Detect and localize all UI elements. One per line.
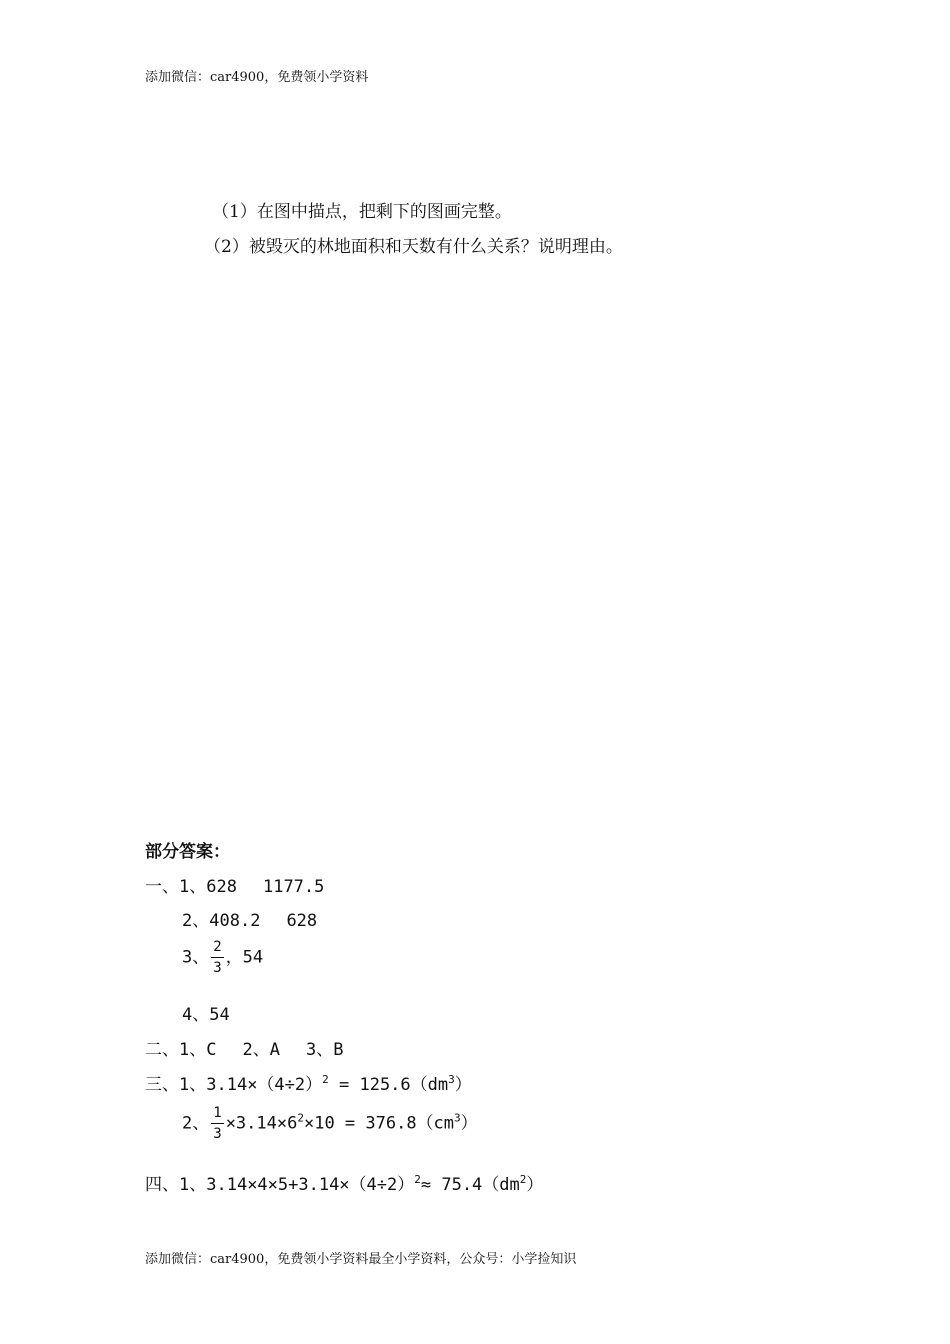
item-prefix: 2、	[182, 1113, 210, 1134]
result: = 125.6（dm	[328, 1075, 449, 1095]
item-prefix: 4、	[182, 1005, 210, 1025]
section-3-label: 三、	[145, 1075, 179, 1095]
answer-value: 54	[209, 1005, 230, 1025]
answer-section-1-item-2	[182, 906, 317, 931]
page-footer: 添加微信：car4900，免费领小学资料最全小学资料，公众号：小学捡知识	[145, 1252, 577, 1267]
answer-value: ，54	[225, 947, 264, 968]
answer-value: 1、C	[179, 1040, 217, 1060]
result: ≈ 75.4（dm	[420, 1175, 520, 1195]
question-1: （1）在图中描点，把剩下的图画完整。	[212, 202, 512, 222]
answer-value: 628	[206, 877, 237, 897]
answer-value: 408.2	[209, 911, 261, 931]
answer-value: 2、A	[242, 1040, 280, 1060]
section-2-label: 二、	[145, 1040, 179, 1060]
fraction-denominator: 3	[213, 960, 222, 976]
question-2: （2）被毁灭的林地面积和天数有什么关系？说明理由。	[204, 237, 623, 257]
section-4-label: 四、	[145, 1175, 179, 1195]
answer-value: 1177.5	[262, 877, 325, 897]
answer-section-2	[145, 1035, 343, 1060]
fraction-numerator: 2	[211, 940, 223, 958]
answer-value: 628	[286, 911, 318, 931]
section-1-label: 一、	[145, 877, 179, 897]
fraction-numerator: 1	[211, 1106, 223, 1124]
answer-section-3-item-2	[182, 1106, 478, 1141]
answer-value: 3、B	[305, 1040, 344, 1060]
expression: 3.14×（4÷2）	[206, 1075, 323, 1095]
unit-exponent: 2	[519, 1173, 527, 1186]
exponent: 2	[414, 1173, 421, 1186]
item-prefix: 2、	[182, 911, 210, 931]
unit-exponent: 3	[448, 1073, 455, 1086]
item-prefix: 1、	[179, 1175, 207, 1195]
exponent: 2	[297, 1111, 304, 1125]
page-header: 添加微信：car4900，免费领小学资料	[145, 70, 369, 85]
close-paren: ）	[454, 1075, 472, 1095]
expression-rest: ×10 = 376.8（cm	[303, 1113, 455, 1134]
close-paren: ）	[460, 1113, 478, 1134]
item-prefix: 3、	[182, 947, 210, 968]
unit-exponent: 3	[454, 1111, 461, 1125]
item-prefix: 1、	[179, 1075, 207, 1095]
answer-section-1-item-4	[182, 1000, 230, 1025]
close-paren: ）	[526, 1175, 544, 1195]
answer-section-4-item-1	[145, 1170, 543, 1195]
item-prefix: 1、	[179, 877, 207, 897]
expression: 3.14×4×5+3.14×（4÷2）	[206, 1175, 415, 1195]
expression: ×3.14×6	[225, 1113, 298, 1134]
answer-section-3-item-1	[145, 1070, 472, 1095]
answer-section-1-item-3	[182, 940, 263, 975]
fraction	[211, 1106, 223, 1141]
exponent: 2	[322, 1073, 329, 1086]
answer-section-1-item-1	[145, 872, 324, 897]
fraction-denominator: 3	[213, 1126, 222, 1142]
fraction	[211, 940, 223, 975]
answers-title: 部分答案：	[145, 842, 230, 862]
